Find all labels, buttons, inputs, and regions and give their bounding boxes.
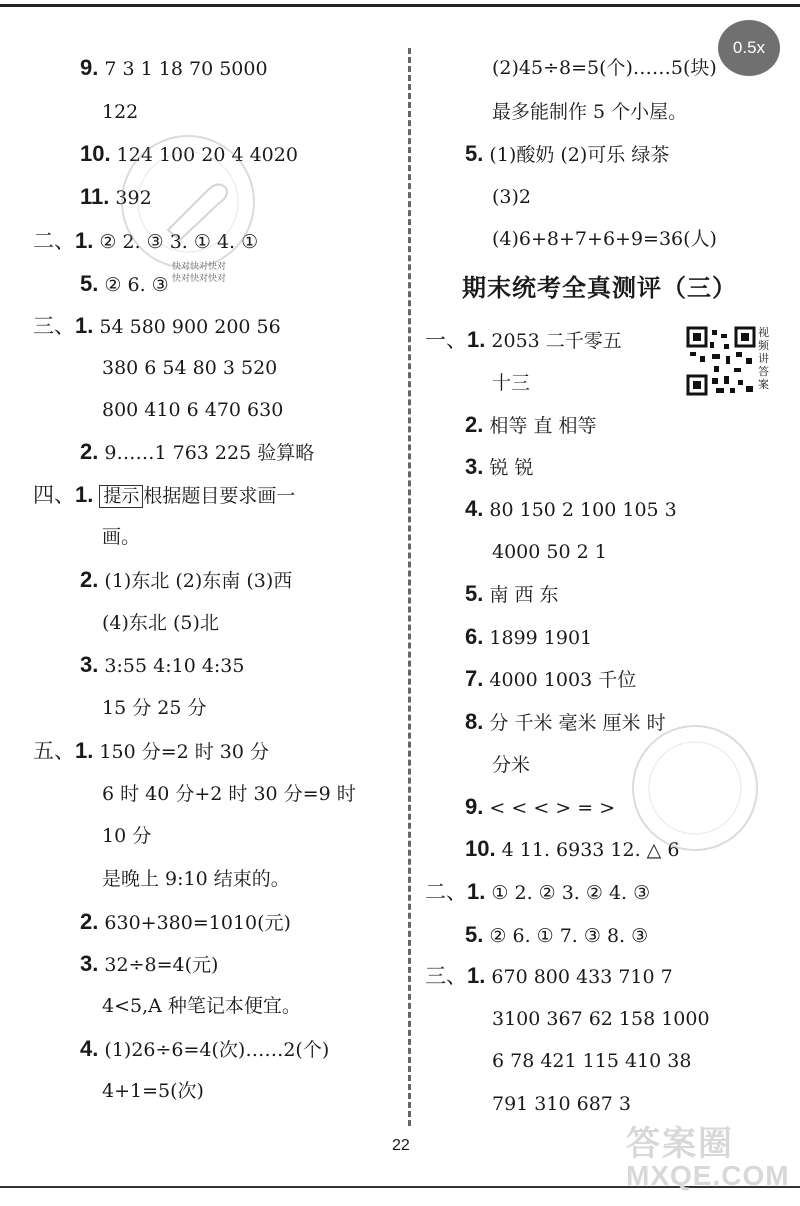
answer-line: 三、1. 670 800 433 710 7: [425, 963, 673, 988]
answer-line: 是晚上 9:10 结束的。: [102, 868, 290, 890]
answer-line: 4. 80 150 2 100 105 3: [465, 496, 677, 521]
answer-line: 6 时 40 分+2 时 30 分=9 时: [102, 783, 356, 805]
stamp-caption: 快对快对快对: [172, 274, 227, 284]
qr-code-icon[interactable]: [686, 326, 756, 396]
answer-line: 6 78 421 115 410 38: [492, 1050, 692, 1072]
answer-line: 2. 9……1 763 225 验算略: [80, 439, 315, 464]
answer-line: 5. ② 6. ③: [80, 271, 169, 296]
answer-line: 最多能制作 5 个小屋。: [492, 101, 688, 123]
answer-line: (2)45÷8=5(个)……5(块): [492, 57, 717, 79]
answer-line: (3)2: [492, 186, 532, 208]
answer-line: 4. (1)26÷6=4(次)……2(个): [80, 1036, 330, 1061]
answer-line: 十三: [492, 372, 531, 394]
answer-line: 2. (1)东北 (2)东南 (3)西: [80, 567, 293, 592]
answer-line: 10. 124 100 20 4 4020: [80, 141, 298, 166]
answer-line: 4000 50 2 1: [492, 541, 607, 563]
answer-line: 3. 锐 锐: [465, 454, 534, 479]
answer-line: 4+1=5(次): [102, 1080, 204, 1102]
answer-line: 122: [102, 101, 139, 123]
answer-line: 画。: [102, 526, 141, 548]
answer-line: 一、1. 2053 二千零五: [425, 327, 622, 352]
answer-line: 2. 630+380=1010(元): [80, 909, 291, 934]
answer-line: 4<5,A 种笔记本便宜。: [102, 995, 301, 1017]
answer-line: 三、1. 54 580 900 200 56: [33, 313, 281, 338]
answer-line: 11. 392: [80, 184, 152, 209]
answer-line: 10 分: [102, 825, 152, 847]
answer-line: 二、1. ② 2. ③ 3. ① 4. ①: [33, 228, 259, 253]
qr-caption: 视频讲答案: [758, 326, 769, 391]
answer-line: 五、1. 150 分=2 时 30 分: [33, 738, 270, 763]
answer-line: 7. 4000 1003 千位: [465, 666, 637, 691]
watermark-logo: 答案圈: [626, 1124, 734, 1164]
answer-line: 9. 7 3 1 18 70 5000: [80, 55, 268, 80]
answer-line: 380 6 54 80 3 520: [102, 357, 278, 379]
stamp-icon: [620, 718, 770, 858]
answer-line: 10. 4 11. 6933 12. △ 6: [465, 836, 680, 861]
answer-line: 791 310 687 3: [492, 1093, 632, 1115]
answer-line: 5. 南 西 东: [465, 581, 559, 606]
answer-line: 800 410 6 470 630: [102, 399, 284, 421]
answer-line: (4)6+8+7+6+9=36(人): [492, 228, 717, 250]
section-title: 期末统考全真测评（三）: [462, 274, 737, 302]
page-number: 22: [392, 1137, 410, 1154]
answer-line: 6. 1899 1901: [465, 624, 593, 649]
answer-line: 5. (1)酸奶 (2)可乐 绿茶: [465, 141, 670, 166]
stamp-caption: 快对快对快对: [172, 262, 227, 272]
answer-line: 2. 相等 直 相等: [465, 412, 597, 437]
playback-speed-badge[interactable]: [718, 20, 780, 76]
watermark-url: MXQE.COM: [626, 1160, 790, 1191]
answer-line: 二、1. ① 2. ② 3. ② 4. ③: [425, 879, 651, 904]
answer-line: 9. < < < > = >: [465, 794, 616, 819]
top-rule: [0, 4, 800, 7]
speed-label: 0.5x: [732, 38, 766, 57]
hint-box: 提示: [99, 485, 143, 508]
stamp-icon: [108, 130, 268, 280]
answer-line: 3. 32÷8=4(元): [80, 951, 219, 976]
answer-line: 8. 分 千米 毫米 厘米 时: [465, 709, 666, 734]
answer-line: 分米: [492, 754, 531, 776]
answer-line: 5. ② 6. ① 7. ③ 8. ③: [465, 922, 649, 947]
answer-line: 四、1. 提示 根据题目要求画一: [33, 482, 296, 507]
column-divider: [408, 48, 411, 1126]
answer-line: 15 分 25 分: [102, 697, 207, 719]
answer-line: 3100 367 62 158 1000: [492, 1008, 710, 1030]
answer-line: 3. 3:55 4:10 4:35: [80, 652, 245, 677]
answer-line: (4)东北 (5)北: [102, 612, 219, 634]
